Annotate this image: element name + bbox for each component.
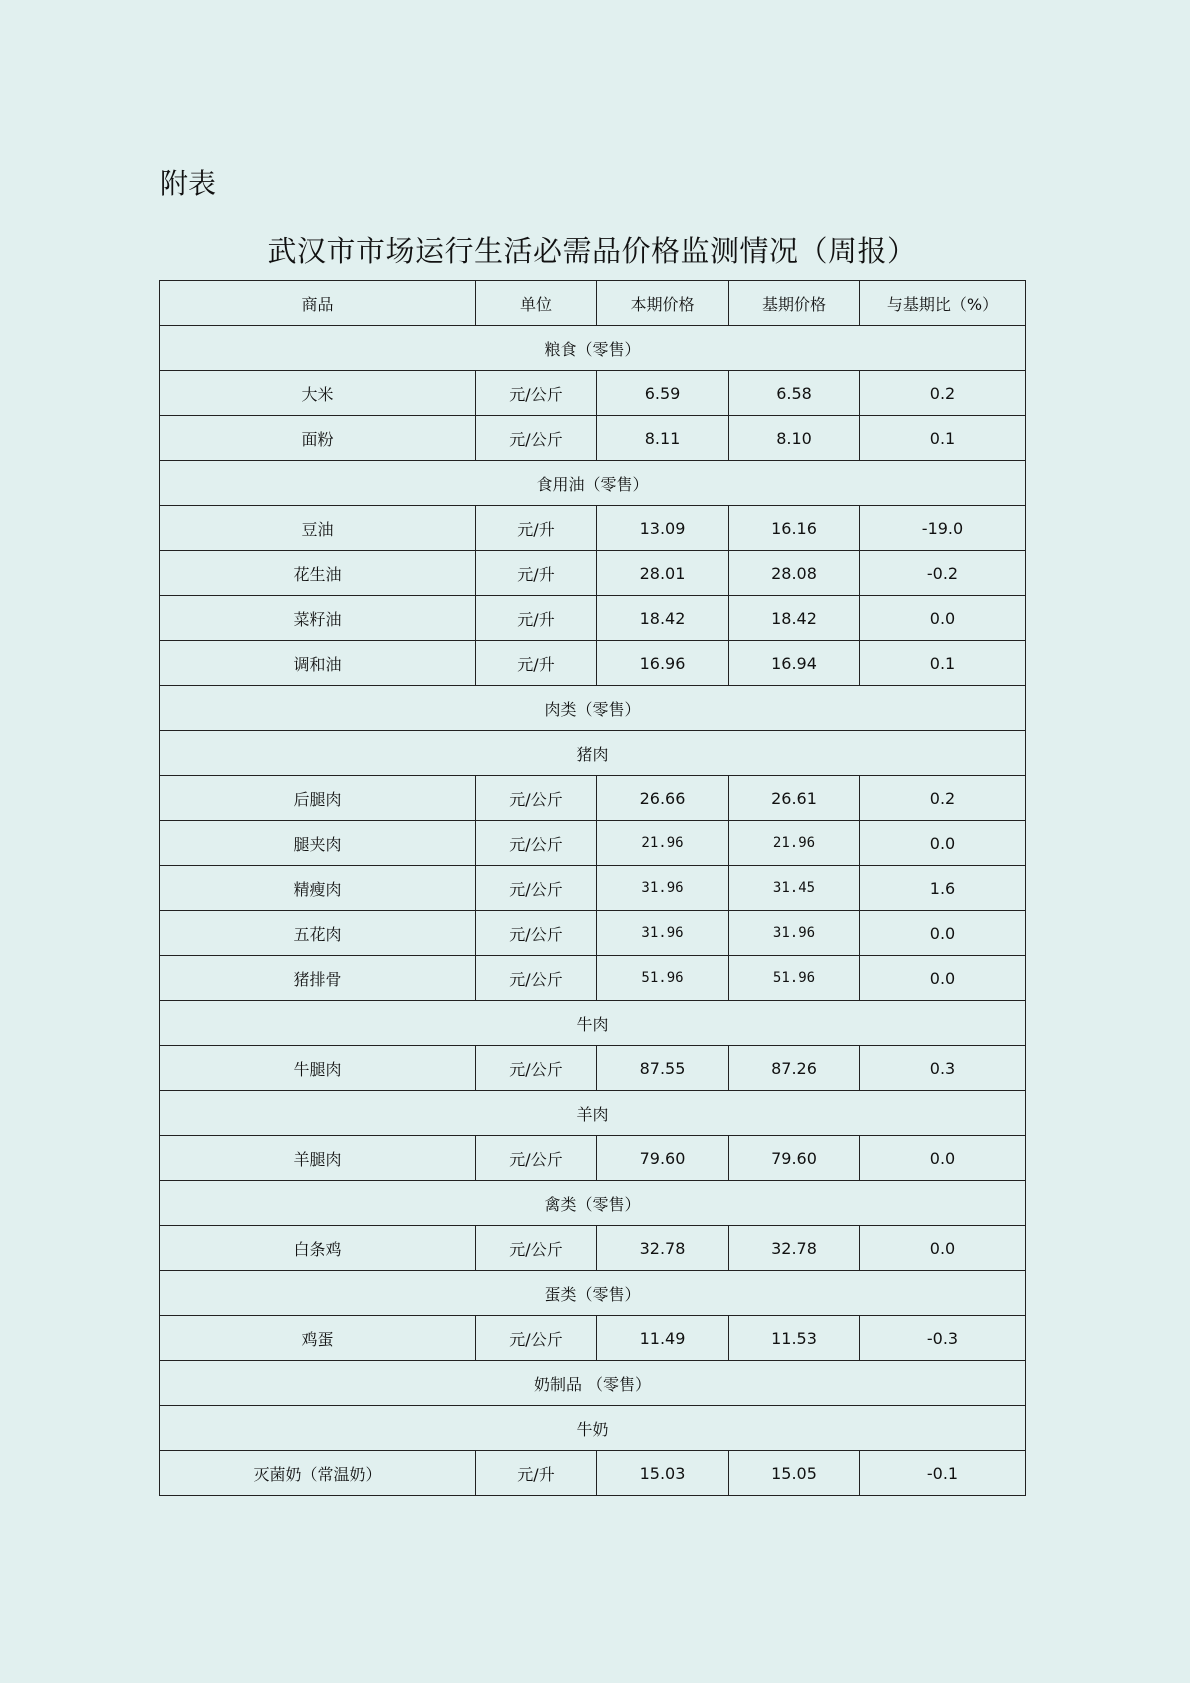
- cell-unit: 元/升: [476, 596, 597, 641]
- subsection-row: [160, 731, 1026, 776]
- table-row: [160, 956, 1026, 1001]
- table-row: [160, 1316, 1026, 1361]
- cell-unit: 元/公斤: [476, 371, 597, 416]
- cell-current-price: 18.42: [597, 596, 729, 641]
- cell-item: 五花肉: [160, 911, 476, 956]
- cell-unit: 元/公斤: [476, 911, 597, 956]
- cell-unit: 元/升: [476, 1451, 597, 1496]
- table-row: [160, 911, 1026, 956]
- table-row: [160, 776, 1026, 821]
- cell-current-price: 32.78: [597, 1226, 729, 1271]
- page-label: 附表: [160, 167, 217, 200]
- section-row: [160, 1181, 1026, 1226]
- table-row: [160, 416, 1026, 461]
- cell-unit: 元/公斤: [476, 776, 597, 821]
- cell-current-price: 31.96: [597, 866, 729, 911]
- cell-base-price: 31.45: [729, 866, 860, 911]
- document-title: 武汉市市场运行生活必需品价格监测情况（周报）: [267, 234, 917, 268]
- cell-item: 面粉: [160, 416, 476, 461]
- cell-item: 后腿肉: [160, 776, 476, 821]
- cell-item: 腿夹肉: [160, 821, 476, 866]
- cell-unit: 元/公斤: [476, 1316, 597, 1361]
- section-row: [160, 461, 1026, 506]
- cell-current-price: 87.55: [597, 1046, 729, 1091]
- cell-ratio: 0.0: [860, 821, 1026, 866]
- cell-ratio: -0.1: [860, 1451, 1026, 1496]
- cell-ratio: 0.0: [860, 1136, 1026, 1181]
- cell-base-price: 32.78: [729, 1226, 860, 1271]
- table-row: [160, 551, 1026, 596]
- cell-unit: 元/公斤: [476, 821, 597, 866]
- cell-base-price: 8.10: [729, 416, 860, 461]
- cell-ratio: 0.2: [860, 776, 1026, 821]
- cell-base-price: 26.61: [729, 776, 860, 821]
- cell-item: 灭菌奶（常温奶）: [160, 1451, 476, 1496]
- cell-base-price: 18.42: [729, 596, 860, 641]
- cell-current-price: 26.66: [597, 776, 729, 821]
- table-row: [160, 1136, 1026, 1181]
- cell-item: 大米: [160, 371, 476, 416]
- section-row: [160, 1361, 1026, 1406]
- header-ratio: 与基期比（%）: [860, 281, 1026, 326]
- cell-unit: 元/公斤: [476, 956, 597, 1001]
- cell-ratio: 0.1: [860, 641, 1026, 686]
- cell-base-price: 28.08: [729, 551, 860, 596]
- subsection-label-beef: 牛肉: [160, 1001, 1026, 1046]
- header-unit: 单位: [476, 281, 597, 326]
- cell-item: 鸡蛋: [160, 1316, 476, 1361]
- subsection-row: [160, 1001, 1026, 1046]
- cell-base-price: 16.16: [729, 506, 860, 551]
- header-base-price: 基期价格: [729, 281, 860, 326]
- subsection-label-pork: 猪肉: [160, 731, 1026, 776]
- cell-unit: 元/公斤: [476, 1226, 597, 1271]
- cell-ratio: -0.3: [860, 1316, 1026, 1361]
- cell-ratio: 0.1: [860, 416, 1026, 461]
- price-monitoring-table: [159, 280, 1026, 1496]
- cell-current-price: 28.01: [597, 551, 729, 596]
- cell-base-price: 31.96: [729, 911, 860, 956]
- table-row: [160, 1226, 1026, 1271]
- cell-unit: 元/升: [476, 551, 597, 596]
- table-row: [160, 866, 1026, 911]
- section-label-poultry: 禽类（零售）: [160, 1181, 1026, 1226]
- table-row: [160, 506, 1026, 551]
- cell-current-price: 6.59: [597, 371, 729, 416]
- section-label-oil: 食用油（零售）: [160, 461, 1026, 506]
- cell-unit: 元/升: [476, 641, 597, 686]
- header-item: 商品: [160, 281, 476, 326]
- section-label-grain: 粮食（零售）: [160, 326, 1026, 371]
- cell-unit: 元/升: [476, 506, 597, 551]
- cell-item: 调和油: [160, 641, 476, 686]
- cell-base-price: 87.26: [729, 1046, 860, 1091]
- cell-item: 猪排骨: [160, 956, 476, 1001]
- cell-base-price: 11.53: [729, 1316, 860, 1361]
- cell-item: 白条鸡: [160, 1226, 476, 1271]
- cell-current-price: 8.11: [597, 416, 729, 461]
- section-row: [160, 686, 1026, 731]
- subsection-label-mutton: 羊肉: [160, 1091, 1026, 1136]
- cell-ratio: 0.3: [860, 1046, 1026, 1091]
- cell-base-price: 16.94: [729, 641, 860, 686]
- cell-item: 羊腿肉: [160, 1136, 476, 1181]
- header-current-price: 本期价格: [597, 281, 729, 326]
- cell-ratio: 0.0: [860, 911, 1026, 956]
- cell-current-price: 15.03: [597, 1451, 729, 1496]
- cell-ratio: -19.0: [860, 506, 1026, 551]
- table-row: [160, 1046, 1026, 1091]
- cell-unit: 元/公斤: [476, 1136, 597, 1181]
- cell-ratio: 0.2: [860, 371, 1026, 416]
- cell-current-price: 79.60: [597, 1136, 729, 1181]
- cell-current-price: 11.49: [597, 1316, 729, 1361]
- cell-item: 菜籽油: [160, 596, 476, 641]
- cell-unit: 元/公斤: [476, 416, 597, 461]
- cell-base-price: 21.96: [729, 821, 860, 866]
- cell-ratio: 0.0: [860, 956, 1026, 1001]
- section-label-meat: 肉类（零售）: [160, 686, 1026, 731]
- subsection-row: [160, 1406, 1026, 1451]
- cell-ratio: 0.0: [860, 596, 1026, 641]
- table-row: [160, 596, 1026, 641]
- cell-base-price: 51.96: [729, 956, 860, 1001]
- cell-base-price: 15.05: [729, 1451, 860, 1496]
- section-row: [160, 1271, 1026, 1316]
- cell-current-price: 21.96: [597, 821, 729, 866]
- cell-item: 牛腿肉: [160, 1046, 476, 1091]
- table-header-row: [160, 281, 1026, 326]
- subsection-row: [160, 1091, 1026, 1136]
- table-row: [160, 1451, 1026, 1496]
- section-label-dairy: 奶制品 （零售）: [160, 1361, 1026, 1406]
- subsection-label-milk: 牛奶: [160, 1406, 1026, 1451]
- cell-ratio: -0.2: [860, 551, 1026, 596]
- table-row: [160, 821, 1026, 866]
- cell-item: 花生油: [160, 551, 476, 596]
- cell-current-price: 13.09: [597, 506, 729, 551]
- cell-item: 精瘦肉: [160, 866, 476, 911]
- cell-unit: 元/公斤: [476, 866, 597, 911]
- cell-unit: 元/公斤: [476, 1046, 597, 1091]
- cell-ratio: 0.0: [860, 1226, 1026, 1271]
- cell-current-price: 16.96: [597, 641, 729, 686]
- cell-item: 豆油: [160, 506, 476, 551]
- cell-current-price: 51.96: [597, 956, 729, 1001]
- cell-ratio: 1.6: [860, 866, 1026, 911]
- table-row: [160, 371, 1026, 416]
- cell-base-price: 6.58: [729, 371, 860, 416]
- cell-base-price: 79.60: [729, 1136, 860, 1181]
- table-row: [160, 641, 1026, 686]
- section-row: [160, 326, 1026, 371]
- section-label-eggs: 蛋类（零售）: [160, 1271, 1026, 1316]
- cell-current-price: 31.96: [597, 911, 729, 956]
